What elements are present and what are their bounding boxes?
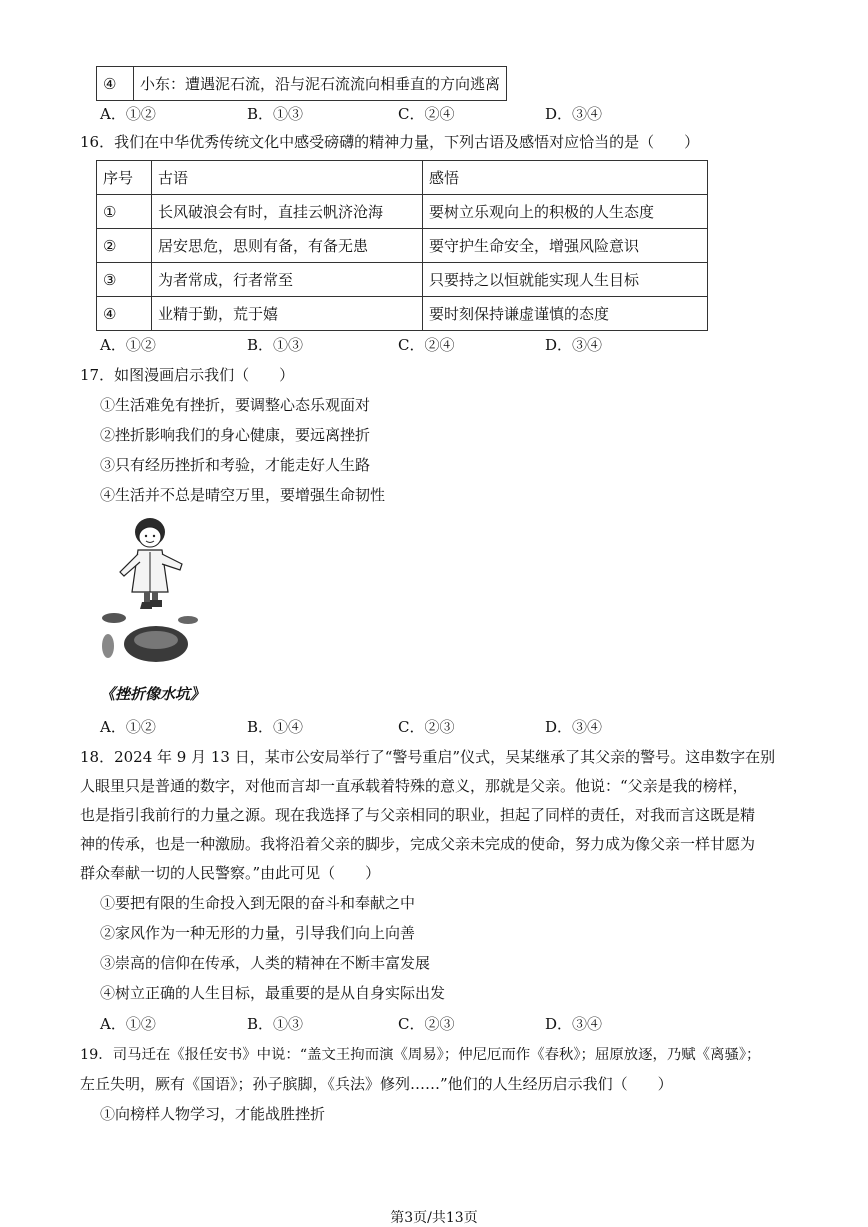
comic-caption: 《挫折像水坑》 <box>100 685 206 703</box>
option-d: D．③④ <box>545 1015 603 1033</box>
cell-insight: 要守护生命安全，增强风险意识 <box>423 229 708 263</box>
header-index: 序号 <box>97 161 152 195</box>
cell-saying: 长风破浪会有时，直挂云帆济沧海 <box>152 195 423 229</box>
q19-stem-line-2: 左丘失明，厥有《国语》；孙子膑脚，《兵法》修列……”他们的人生经历启示我们（ ） <box>80 1075 673 1093</box>
q16-table <box>96 160 708 331</box>
cell-index: ④ <box>97 297 152 331</box>
option-a: A．①② <box>100 336 156 354</box>
option-a: A．①② <box>100 718 156 736</box>
q17-item-1: ①生活难免有挫折，要调整心态乐观面对 <box>100 396 371 414</box>
q18-stem-line-2: 人眼里只是普通的数字，对他而言却一直承载着特殊的意义，那就是父亲。他说：“父亲是我的榜样， <box>80 777 748 795</box>
option-d: D．③④ <box>545 105 603 123</box>
option-b: B．①③ <box>247 1015 304 1033</box>
q15-tail-table <box>96 66 507 101</box>
q18-options <box>100 1013 700 1035</box>
header-insight: 感悟 <box>423 161 708 195</box>
cell-saying: 居安思危，思则有备，有备无患 <box>152 229 423 263</box>
q19-stem-line-1: 19．司马迁在《报任安书》中说：“盖文王拘而演《周易》；仲尼厄而作《春秋》；屈原放逐，乃赋《离骚》； <box>80 1047 761 1063</box>
cell-index: ③ <box>97 263 152 297</box>
cell-index: ② <box>97 229 152 263</box>
option-d: D．③④ <box>545 336 603 354</box>
table-row <box>97 195 708 229</box>
q18-item-1: ①要把有限的生命投入到无限的奋斗和奉献之中 <box>100 894 416 912</box>
option-a: A．①② <box>100 1015 156 1033</box>
option-c: C．②③ <box>398 1015 455 1033</box>
q15-row-text: 小东：遭遇泥石流，沿与泥石流流向相垂直的方向逃离 <box>134 67 507 101</box>
q17-item-2: ②挫折影响我们的身心健康，要远离挫折 <box>100 426 371 444</box>
option-c: C．②④ <box>398 336 455 354</box>
q16-options <box>100 334 700 356</box>
q18-item-3: ③崇高的信仰在传承，人类的精神在不断丰富发展 <box>100 954 431 972</box>
option-d: D．③④ <box>545 718 603 736</box>
q17-options <box>100 716 700 738</box>
table-header-row <box>97 161 708 195</box>
q18-item-2: ②家风作为一种无形的力量，引导我们向上向善 <box>100 924 416 942</box>
q18-item-4: ④树立正确的人生目标，最重要的是从自身实际出发 <box>100 984 446 1002</box>
option-c: C．②④ <box>398 105 455 123</box>
comic-illustration <box>100 512 210 672</box>
cell-insight: 只要持之以恒就能实现人生目标 <box>423 263 708 297</box>
option-a: A．①② <box>100 105 156 123</box>
cell-insight: 要树立乐观向上的积极的人生态度 <box>423 195 708 229</box>
q18-stem-line-5: 群众奉献一切的人民警察。”由此可见（ ） <box>80 864 381 882</box>
page-footer: 第3页/共13页 <box>390 1210 478 1226</box>
cell-index: ① <box>97 195 152 229</box>
table-row <box>97 297 708 331</box>
q18-stem-line-3: 也是指引我前行的力量之源。现在我选择了与父亲相同的职业，担起了同样的责任，对我而言这既是精 <box>80 806 756 824</box>
q18-stem-line-4: 神的传承，也是一种激励。我将沿着父亲的脚步，完成父亲未完成的使命，努力成为像父亲一样甘愿为 <box>80 835 756 853</box>
option-c: C．②③ <box>398 718 455 736</box>
table-row <box>97 67 507 101</box>
cell-saying: 业精于勤，荒于嬉 <box>152 297 423 331</box>
table-row <box>97 229 708 263</box>
option-b: B．①④ <box>247 718 304 736</box>
cell-saying: 为者常成，行者常至 <box>152 263 423 297</box>
q17-stem: 17．如图漫画启示我们（ ） <box>80 366 295 384</box>
q18-stem-line-1: 18．2024 年 9 月 13 日，某市公安局举行了“警号重启”仪式，吴某继承了其父亲的警号。这串数字在别 <box>80 748 776 766</box>
q15-row-number: ④ <box>97 67 134 101</box>
header-ancient-saying: 古语 <box>152 161 423 195</box>
table-row <box>97 263 708 297</box>
q16-stem: 16．我们在中华优秀传统文化中感受磅礴的精神力量，下列古语及感悟对应恰当的是（ ） <box>80 133 700 151</box>
q15-options <box>100 103 700 125</box>
q19-item-1: ①向榜样人物学习，才能战胜挫折 <box>100 1105 326 1123</box>
q17-item-3: ③只有经历挫折和考验，才能走好人生路 <box>100 456 371 474</box>
option-b: B．①③ <box>247 336 304 354</box>
option-b: B．①③ <box>247 105 304 123</box>
q17-item-4: ④生活并不总是晴空万里，要增强生命韧性 <box>100 486 386 504</box>
cell-insight: 要时刻保持谦虚谨慎的态度 <box>423 297 708 331</box>
